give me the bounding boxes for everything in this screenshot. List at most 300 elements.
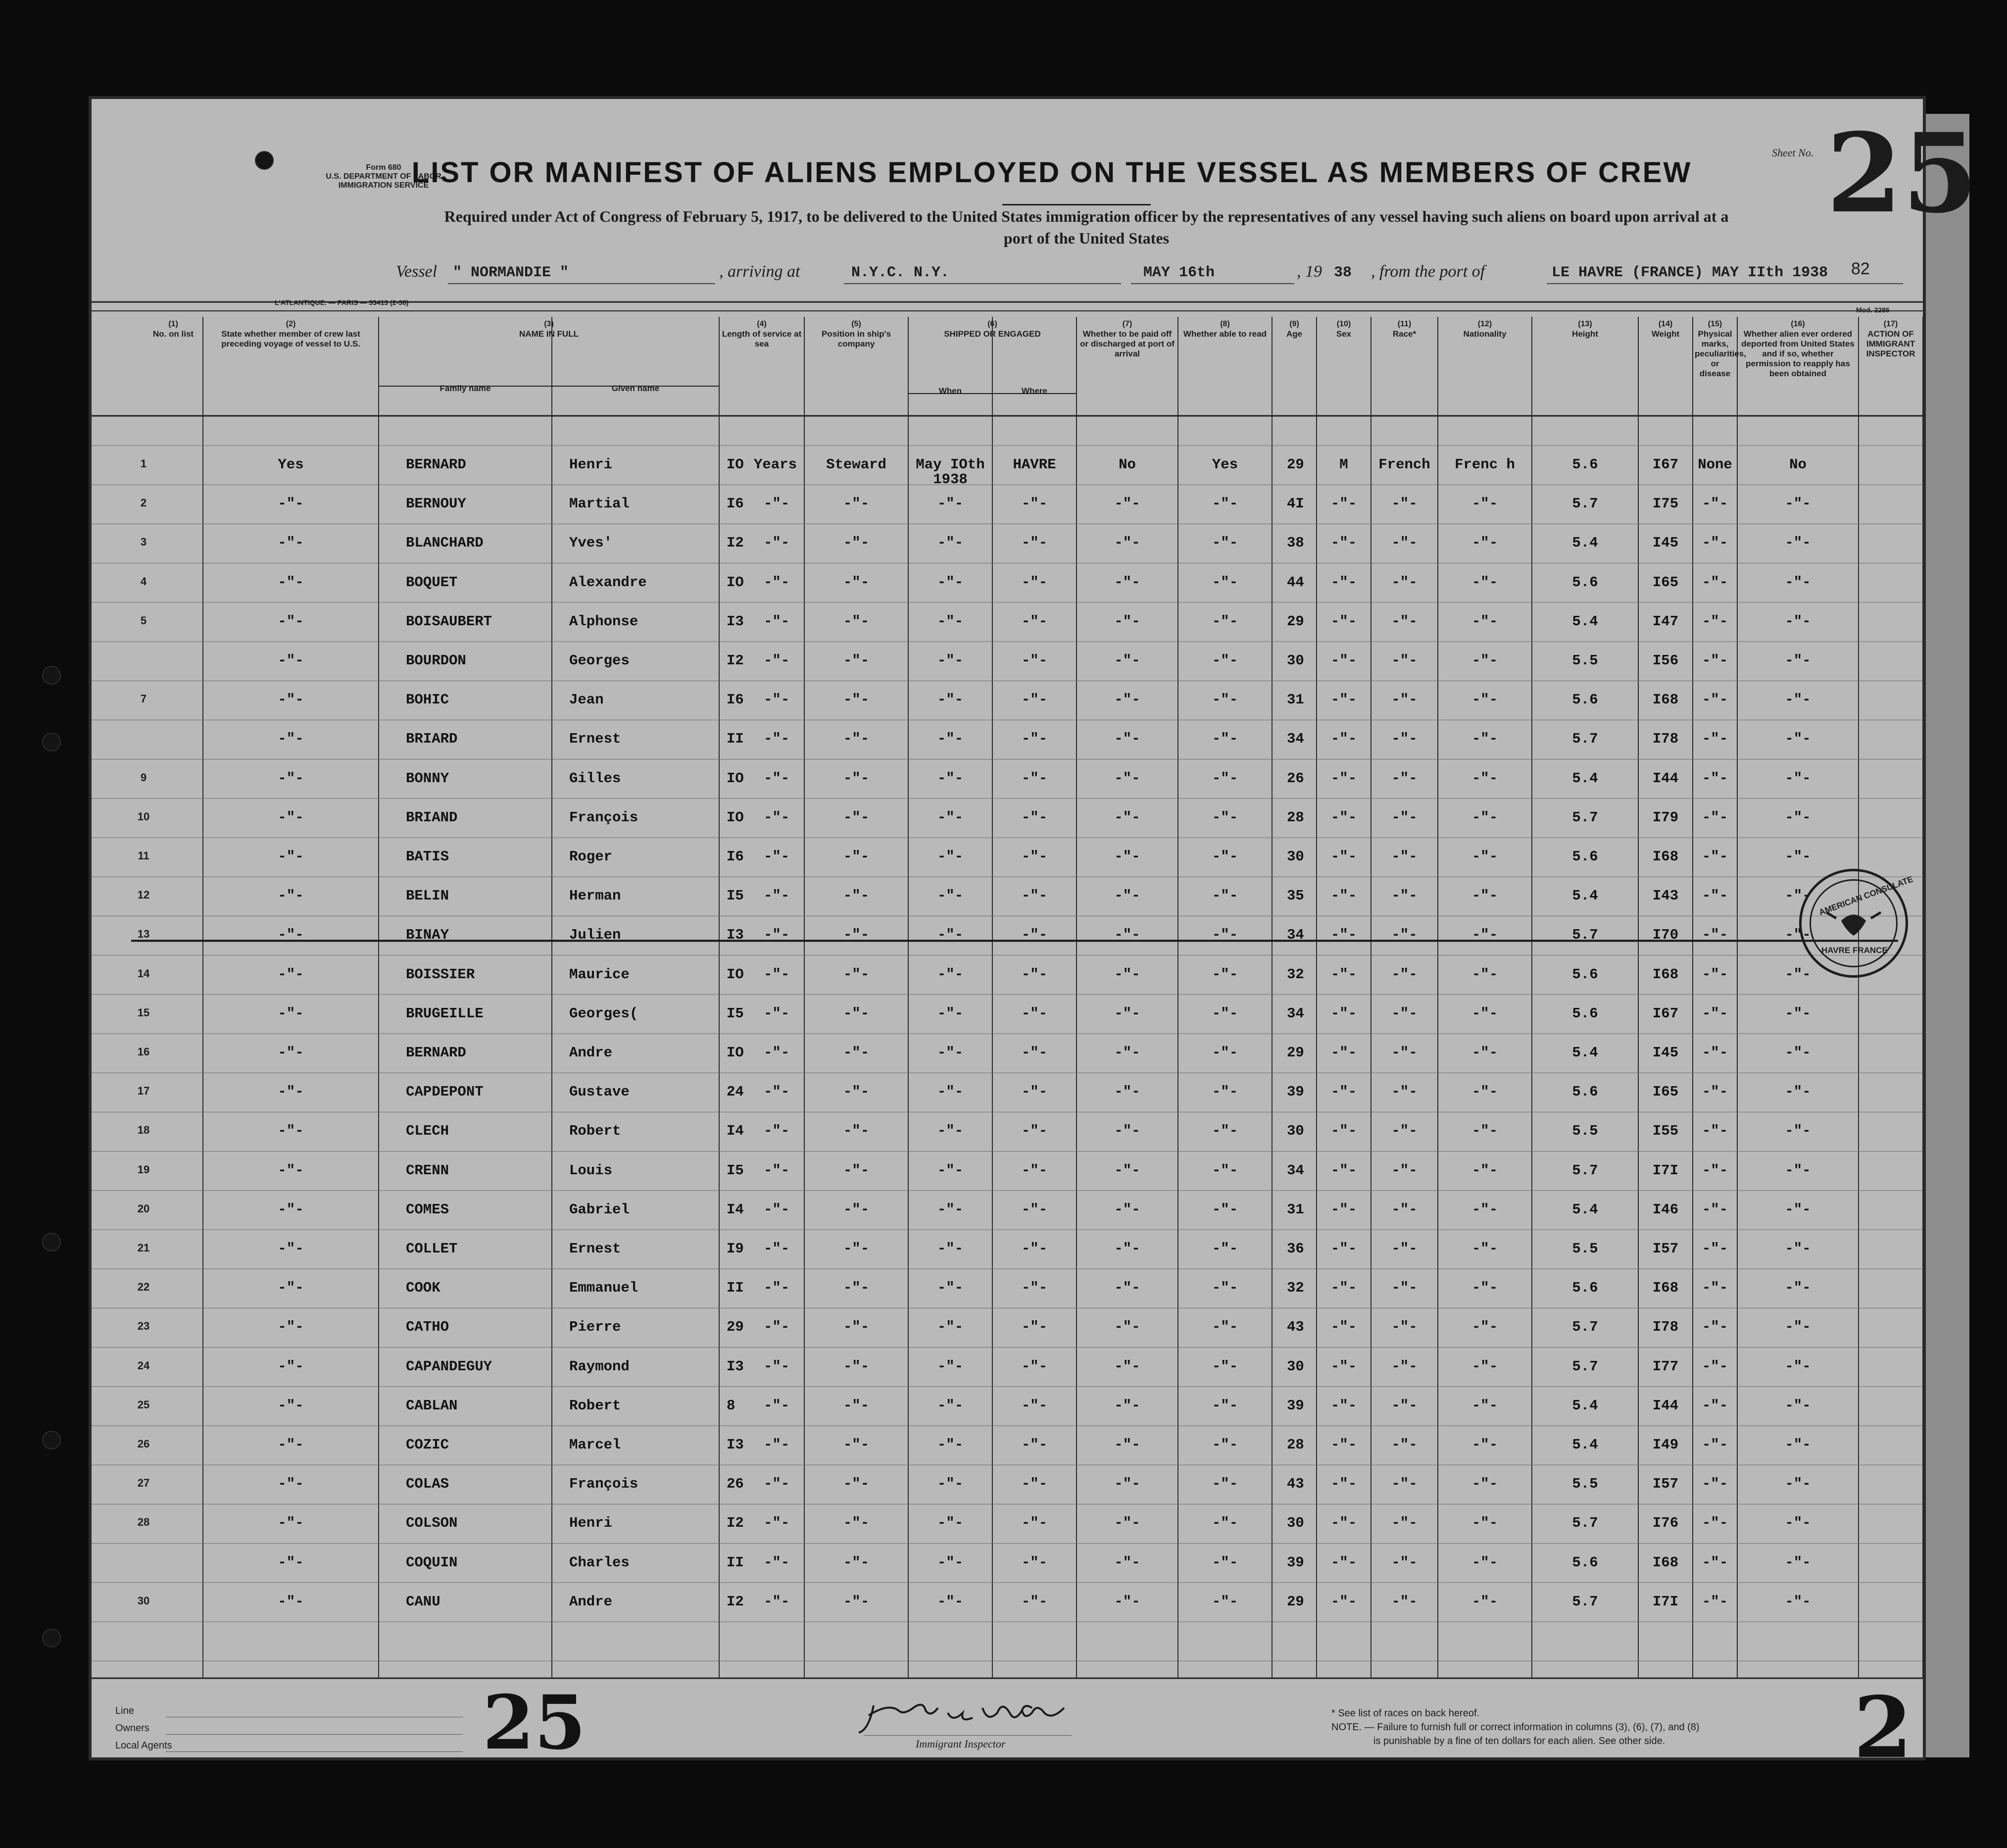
- position-ditto: -"-: [843, 692, 870, 708]
- weight-cell: I57: [1652, 1241, 1679, 1257]
- paid-off-ditto: -"-: [1114, 1162, 1140, 1179]
- family-name-cell: BERNOUY: [406, 496, 466, 512]
- sex-ditto: -"-: [1330, 770, 1357, 787]
- deported-ditto: -"-: [1785, 849, 1811, 865]
- physical-marks-ditto: -"-: [1702, 1437, 1728, 1453]
- column-number: (6): [987, 320, 997, 328]
- prev-voyage-cell: -"-: [278, 1515, 304, 1532]
- age-cell: 31: [1287, 1201, 1304, 1218]
- paid-off-ditto: -"-: [1114, 966, 1140, 983]
- shipped-where-ditto: -"-: [1021, 849, 1048, 865]
- given-name-cell: Andre: [569, 1593, 613, 1610]
- race-ditto: -"-: [1391, 966, 1418, 983]
- row-number: 12: [137, 889, 150, 901]
- service-cell: I6: [727, 496, 744, 512]
- physical-marks-ditto: -"-: [1702, 809, 1728, 826]
- paid-off-ditto: -"-: [1114, 1005, 1140, 1022]
- family-name-cell: CRENN: [406, 1162, 449, 1179]
- paid-off-ditto: -"-: [1114, 1201, 1140, 1218]
- column-label: Position in ship's company: [821, 329, 891, 349]
- races-note: * See list of races on back hereof.: [1331, 1708, 1480, 1719]
- paid-off-ditto: -"-: [1114, 1515, 1140, 1532]
- read-ditto: -"-: [1212, 1280, 1238, 1297]
- height-cell: 5.4: [1572, 770, 1598, 787]
- family-name-cell: BELIN: [406, 888, 449, 904]
- column-label: Sex: [1336, 329, 1352, 339]
- family-name-cell: BRUGEILLE: [406, 1005, 484, 1022]
- prev-voyage-cell: -"-: [278, 1280, 304, 1297]
- column-label: Whether to be paid off or discharged at port of arrival: [1080, 329, 1175, 358]
- row-number: 30: [137, 1594, 150, 1607]
- paid-off-ditto: -"-: [1114, 1123, 1140, 1140]
- binder-hole: [42, 666, 61, 685]
- sex-ditto: -"-: [1330, 1084, 1357, 1100]
- height-cell: 5.4: [1572, 535, 1598, 551]
- read-ditto: -"-: [1212, 1201, 1238, 1218]
- binder-hole: [255, 151, 274, 170]
- shipped-when-ditto: -"-: [937, 496, 964, 512]
- weight-cell: I77: [1652, 1358, 1679, 1375]
- position-ditto: -"-: [843, 1045, 870, 1061]
- column-label: Whether alien ever ordered deported from United States and if so, whether permission to reapply has been obtained: [1741, 329, 1855, 378]
- age-cell: 31: [1287, 692, 1304, 708]
- service-cell: I5: [727, 1162, 744, 1179]
- shipped-where-ditto: -"-: [1021, 1476, 1048, 1493]
- position-ditto: -"-: [843, 888, 870, 904]
- column-number: (12): [1477, 320, 1492, 328]
- column-service: [721, 319, 802, 349]
- deported-ditto: -"-: [1785, 1397, 1811, 1414]
- position-ditto: -"-: [843, 1201, 870, 1218]
- row-number: 13: [137, 928, 150, 941]
- paid-off-ditto: -"-: [1114, 888, 1140, 904]
- race-ditto: -"-: [1391, 1162, 1418, 1179]
- agents-rule: [166, 1751, 463, 1752]
- given-name-cell: Ernest: [569, 731, 621, 748]
- paid-off-ditto: -"-: [1114, 1476, 1140, 1493]
- sex-ditto: -"-: [1330, 496, 1357, 512]
- corner-number: 2: [1854, 1678, 1912, 1777]
- nationality-ditto: -"-: [1471, 1319, 1498, 1336]
- service-ditto: -"-: [764, 613, 790, 630]
- departure-underline: [1547, 283, 1903, 284]
- height-cell: 5.7: [1572, 1162, 1598, 1179]
- read-ditto: -"-: [1212, 1593, 1238, 1610]
- deported-ditto: -"-: [1785, 927, 1811, 944]
- deported-ditto: -"-: [1785, 1162, 1811, 1179]
- race-ditto: -"-: [1391, 1280, 1418, 1297]
- nationality-cell: Frenc h: [1455, 456, 1515, 473]
- shipped-when-ditto: -"-: [937, 613, 964, 630]
- column-nationality: [1440, 319, 1530, 339]
- weight-cell: I45: [1652, 1045, 1679, 1061]
- shipped-when-ditto: -"-: [937, 1476, 964, 1493]
- service-cell: I2: [727, 1515, 744, 1532]
- given-name-cell: Henri: [569, 1515, 613, 1532]
- service-cell: IO: [727, 966, 744, 983]
- sex-ditto: -"-: [1330, 1201, 1357, 1218]
- shipped-when-cell: May IOth: [916, 456, 985, 473]
- position-ditto: -"-: [843, 966, 870, 983]
- weight-cell: I70: [1652, 927, 1679, 944]
- vessel-underline: [448, 283, 715, 284]
- race-cell: French: [1378, 456, 1430, 473]
- sex-ditto: -"-: [1330, 574, 1357, 591]
- shipped-where-ditto: -"-: [1021, 966, 1048, 983]
- read-ditto: -"-: [1212, 809, 1238, 826]
- shipped-when-ditto: -"-: [937, 1515, 964, 1532]
- height-cell: 5.4: [1572, 1045, 1598, 1061]
- column-number: (14): [1658, 320, 1673, 328]
- service-cell: IO: [727, 574, 744, 591]
- shipped-where-ditto: -"-: [1021, 1437, 1048, 1453]
- age-cell: 30: [1287, 652, 1304, 669]
- prev-voyage-cell: -"-: [278, 1084, 304, 1100]
- height-cell: 5.4: [1572, 1397, 1598, 1414]
- race-ditto: -"-: [1391, 770, 1418, 787]
- weight-cell: I44: [1652, 1397, 1679, 1414]
- deported-ditto: -"-: [1785, 1437, 1811, 1453]
- read-ditto: -"-: [1212, 1241, 1238, 1257]
- weight-cell: I68: [1652, 692, 1679, 708]
- paid-off-ditto: -"-: [1114, 1045, 1140, 1061]
- sex-ditto: -"-: [1330, 1437, 1357, 1453]
- shipped-where-cell: HAVRE: [1013, 456, 1056, 473]
- deported-ditto: -"-: [1785, 535, 1811, 551]
- service-ditto: -"-: [764, 888, 790, 904]
- paid-off-ditto: -"-: [1114, 927, 1140, 944]
- prev-voyage-cell: -"-: [278, 1045, 304, 1061]
- deported-ditto: -"-: [1785, 1241, 1811, 1257]
- read-ditto: -"-: [1212, 1005, 1238, 1022]
- service-cell: 29: [727, 1319, 744, 1336]
- arriving-port: N.Y.C. N.Y.: [851, 264, 950, 281]
- race-ditto: -"-: [1391, 1045, 1418, 1061]
- height-cell: 5.5: [1572, 652, 1598, 669]
- family-name-cell: BERNARD: [406, 1045, 466, 1061]
- column-position: [806, 319, 906, 349]
- position-ditto: -"-: [843, 1554, 870, 1571]
- shipped-when-ditto: -"-: [937, 1437, 964, 1453]
- sex-ditto: -"-: [1330, 1319, 1357, 1336]
- shipped-when-ditto: -"-: [937, 1358, 964, 1375]
- prev-voyage-cell: -"-: [278, 731, 304, 748]
- age-cell: 29: [1287, 456, 1304, 473]
- deported-ditto: -"-: [1785, 1123, 1811, 1140]
- column-weight: [1640, 319, 1691, 339]
- shipped-where-ditto: -"-: [1021, 1397, 1048, 1414]
- prev-voyage-cell: -"-: [278, 1005, 304, 1022]
- position-ditto: -"-: [843, 1280, 870, 1297]
- column-age: [1274, 319, 1315, 339]
- shipped-when-ditto: -"-: [937, 927, 964, 944]
- height-cell: 5.7: [1572, 731, 1598, 748]
- service-cell: I9: [727, 1241, 744, 1257]
- age-cell: 30: [1287, 1123, 1304, 1140]
- race-ditto: -"-: [1391, 1476, 1418, 1493]
- sex-ditto: -"-: [1330, 1476, 1357, 1493]
- service-unit-cell: Years: [754, 456, 797, 473]
- service-ditto: -"-: [764, 1358, 790, 1375]
- paid-off-ditto: -"-: [1114, 1241, 1140, 1257]
- prev-voyage-cell: -"-: [278, 1162, 304, 1179]
- column-label: State whether member of crew last preceding voyage of vessel to U.S.: [221, 329, 360, 349]
- shipped-when-ditto: -"-: [937, 1241, 964, 1257]
- given-name-cell: Gilles: [569, 770, 621, 787]
- shipped-when-ditto: -"-: [937, 1280, 964, 1297]
- column-number: (16): [1791, 320, 1805, 328]
- inspector-label: Immigrant Inspector: [916, 1738, 1006, 1750]
- nationality-ditto: -"-: [1471, 1397, 1498, 1414]
- service-ditto: -"-: [764, 1397, 790, 1414]
- shipped-where-ditto: -"-: [1021, 1045, 1048, 1061]
- shipped-when-ditto: -"-: [937, 1123, 964, 1140]
- shipped-where-ditto: -"-: [1021, 1280, 1048, 1297]
- shipped-where-ditto: -"-: [1021, 1358, 1048, 1375]
- sex-ditto: -"-: [1330, 849, 1357, 865]
- model-number: Mod. 2286: [1856, 306, 1890, 314]
- paid-off-cell: No: [1119, 456, 1136, 473]
- nationality-ditto: -"-: [1471, 613, 1498, 630]
- vessel-name: " NORMANDIE ": [453, 264, 569, 281]
- column-number: (10): [1336, 320, 1351, 328]
- sex-ditto: -"-: [1330, 888, 1357, 904]
- given-name-cell: Marcel: [569, 1437, 621, 1453]
- column-when: [910, 386, 990, 396]
- family-name-cell: CANU: [406, 1593, 441, 1610]
- weight-cell: I79: [1652, 809, 1679, 826]
- shipped-where-ditto: -"-: [1021, 1515, 1048, 1532]
- position-ditto: -"-: [843, 770, 870, 787]
- physical-marks-ditto: -"-: [1702, 1319, 1728, 1336]
- sex-cell: M: [1339, 456, 1348, 473]
- weight-cell: I49: [1652, 1437, 1679, 1453]
- physical-marks-ditto: -"-: [1702, 613, 1728, 630]
- given-name-cell: Jean: [569, 692, 604, 708]
- physical-marks-ditto: -"-: [1702, 1358, 1728, 1375]
- prev-voyage-cell: -"-: [278, 849, 304, 865]
- prev-voyage-cell: -"-: [278, 692, 304, 708]
- race-ditto: -"-: [1391, 1358, 1418, 1375]
- physical-marks-ditto: -"-: [1702, 1201, 1728, 1218]
- form-service: IMMIGRATION SERVICE: [338, 181, 429, 190]
- given-name-cell: Gustave: [569, 1084, 630, 1100]
- nationality-ditto: -"-: [1471, 809, 1498, 826]
- read-ditto: -"-: [1212, 613, 1238, 630]
- prev-voyage-cell: -"-: [278, 496, 304, 512]
- sex-ditto: -"-: [1330, 809, 1357, 826]
- row-number: 20: [137, 1202, 150, 1215]
- row-number: 5: [140, 614, 147, 627]
- column-label: No. on list: [152, 329, 194, 339]
- height-cell: 5.5: [1572, 1123, 1598, 1140]
- row-number: 28: [137, 1516, 150, 1529]
- form-number: Form 680: [366, 163, 401, 172]
- family-name-cell: COZIC: [406, 1437, 449, 1453]
- service-ditto: -"-: [764, 1201, 790, 1218]
- weight-cell: I78: [1652, 1319, 1679, 1336]
- prev-voyage-cell: -"-: [278, 1358, 304, 1375]
- paid-off-ditto: -"-: [1114, 849, 1140, 865]
- nationality-ditto: -"-: [1471, 1515, 1498, 1532]
- age-cell: 44: [1287, 574, 1304, 591]
- height-cell: 5.4: [1572, 613, 1598, 630]
- read-ditto: -"-: [1212, 574, 1238, 591]
- shipped-where-ditto: -"-: [1021, 535, 1048, 551]
- position-ditto: -"-: [843, 1005, 870, 1022]
- service-cell: II: [727, 731, 744, 748]
- weight-cell: I7I: [1652, 1162, 1679, 1179]
- column-no: [146, 319, 201, 339]
- age-cell: 34: [1287, 1162, 1304, 1179]
- row-number: 21: [137, 1242, 150, 1254]
- physical-marks-ditto: -"-: [1702, 496, 1728, 512]
- column-label: NAME IN FULL: [519, 329, 579, 339]
- subtitle-line-2: port of the United States: [1003, 229, 1170, 247]
- prev-voyage-cell: -"-: [278, 1593, 304, 1610]
- age-cell: 43: [1287, 1476, 1304, 1493]
- sex-ditto: -"-: [1330, 966, 1357, 983]
- family-name-cell: BLANCHARD: [406, 535, 484, 551]
- height-cell: 5.5: [1572, 1241, 1598, 1257]
- nationality-ditto: -"-: [1471, 574, 1498, 591]
- given-name-cell: Martial: [569, 496, 630, 512]
- shipped-when-ditto: -"-: [937, 1319, 964, 1336]
- deported-ditto: -"-: [1785, 1476, 1811, 1493]
- physical-marks-cell: None: [1698, 456, 1732, 473]
- age-cell: 34: [1287, 731, 1304, 748]
- service-ditto: -"-: [764, 1045, 790, 1061]
- column-number: (7): [1122, 320, 1132, 328]
- owners-label: Owners: [115, 1723, 149, 1734]
- prev-voyage-cell: -"-: [278, 1201, 304, 1218]
- service-ditto: -"-: [764, 1437, 790, 1453]
- column-label: Length of service at sea: [722, 329, 802, 349]
- nationality-ditto: -"-: [1471, 849, 1498, 865]
- from-label: , from the port of: [1371, 262, 1485, 281]
- column-given-name: [554, 384, 717, 394]
- position-ditto: -"-: [843, 927, 870, 944]
- column-label: Physical marks, peculiarities, or disease: [1695, 329, 1746, 378]
- sex-ditto: -"-: [1330, 1358, 1357, 1375]
- paid-off-ditto: -"-: [1114, 1437, 1140, 1453]
- read-ditto: -"-: [1212, 966, 1238, 983]
- nationality-ditto: -"-: [1471, 1123, 1498, 1140]
- sex-ditto: -"-: [1330, 1593, 1357, 1610]
- prev-voyage-cell: -"-: [278, 1123, 304, 1140]
- read-ditto: -"-: [1212, 1162, 1238, 1179]
- shipped-when-ditto: -"-: [937, 770, 964, 787]
- position-ditto: -"-: [843, 1241, 870, 1257]
- row-number: 25: [137, 1398, 150, 1411]
- column-shipped: [910, 319, 1075, 339]
- weight-cell: I75: [1652, 496, 1679, 512]
- age-cell: 30: [1287, 1515, 1304, 1532]
- shipped-where-ditto: -"-: [1021, 927, 1048, 944]
- paid-off-ditto: -"-: [1114, 1593, 1140, 1610]
- column-sex: [1319, 319, 1369, 339]
- physical-marks-ditto: -"-: [1702, 966, 1728, 983]
- column-number: (17): [1883, 320, 1898, 328]
- binder-hole: [42, 1629, 61, 1648]
- given-name-cell: François: [569, 809, 638, 826]
- height-cell: 5.6: [1572, 456, 1598, 473]
- service-cell: I4: [727, 1201, 744, 1218]
- height-cell: 5.6: [1572, 966, 1598, 983]
- column-deported: [1739, 319, 1857, 379]
- age-cell: 28: [1287, 809, 1304, 826]
- race-ditto: -"-: [1391, 1005, 1418, 1022]
- form-department: U.S. DEPARTMENT OF LABOR: [326, 172, 441, 181]
- shipped-when-ditto: -"-: [937, 1084, 964, 1100]
- age-cell: 34: [1287, 1005, 1304, 1022]
- race-ditto: -"-: [1391, 1241, 1418, 1257]
- row-number: 17: [137, 1085, 150, 1098]
- vessel-label: Vessel: [396, 262, 438, 281]
- family-name-cell: BONNY: [406, 770, 449, 787]
- row-number: 19: [137, 1163, 150, 1176]
- family-name-cell: BOHIC: [406, 692, 449, 708]
- shipped-when-ditto: -"-: [937, 652, 964, 669]
- family-name-cell: CLECH: [406, 1123, 449, 1140]
- service-cell: 26: [727, 1476, 744, 1493]
- read-ditto: -"-: [1212, 535, 1238, 551]
- weight-cell: I7I: [1652, 1593, 1679, 1610]
- column-number: (15): [1708, 320, 1722, 328]
- physical-marks-ditto: -"-: [1702, 535, 1728, 551]
- deported-ditto: -"-: [1785, 1515, 1811, 1532]
- position-cell: Steward: [826, 456, 886, 473]
- column-number: (2): [286, 320, 296, 328]
- row-number: 4: [140, 575, 147, 588]
- position-ditto: -"-: [843, 1437, 870, 1453]
- service-cell: I2: [727, 535, 744, 551]
- race-ditto: -"-: [1391, 1319, 1418, 1336]
- column-label: Where: [1022, 386, 1047, 396]
- family-name-cell: COOK: [406, 1280, 441, 1297]
- physical-marks-ditto: -"-: [1702, 1005, 1728, 1022]
- sex-ditto: -"-: [1330, 692, 1357, 708]
- row-number: 10: [137, 810, 150, 823]
- physical-marks-ditto: -"-: [1702, 1084, 1728, 1100]
- paid-off-ditto: -"-: [1114, 1280, 1140, 1297]
- service-cell: I2: [727, 652, 744, 669]
- age-cell: 29: [1287, 1045, 1304, 1061]
- row-number: 15: [137, 1006, 150, 1019]
- height-cell: 5.6: [1572, 1084, 1598, 1100]
- height-cell: 5.7: [1572, 1515, 1598, 1532]
- page-number: 82: [1851, 259, 1870, 278]
- shipped-when-ditto: -"-: [937, 1005, 964, 1022]
- paid-off-ditto: -"-: [1114, 1554, 1140, 1571]
- family-name-cell: CATHO: [406, 1319, 449, 1336]
- read-ditto: -"-: [1212, 1123, 1238, 1140]
- column-family-name: [381, 384, 550, 394]
- height-cell: 5.6: [1572, 574, 1598, 591]
- weight-cell: I65: [1652, 574, 1679, 591]
- shipped-when-ditto: -"-: [937, 1554, 964, 1571]
- age-cell: 32: [1287, 966, 1304, 983]
- sex-ditto: -"-: [1330, 1005, 1357, 1022]
- height-cell: 5.5: [1572, 1476, 1598, 1493]
- prev-voyage-cell: -"-: [278, 770, 304, 787]
- race-ditto: -"-: [1391, 496, 1418, 512]
- physical-marks-ditto: -"-: [1702, 1162, 1728, 1179]
- service-ditto: -"-: [764, 692, 790, 708]
- prev-voyage-cell: -"-: [278, 1397, 304, 1414]
- fine-note-1: NOTE. — Failure to furnish full or correct information in columns (3), (6), (7), and (8): [1331, 1722, 1700, 1733]
- weight-cell: I67: [1652, 456, 1679, 473]
